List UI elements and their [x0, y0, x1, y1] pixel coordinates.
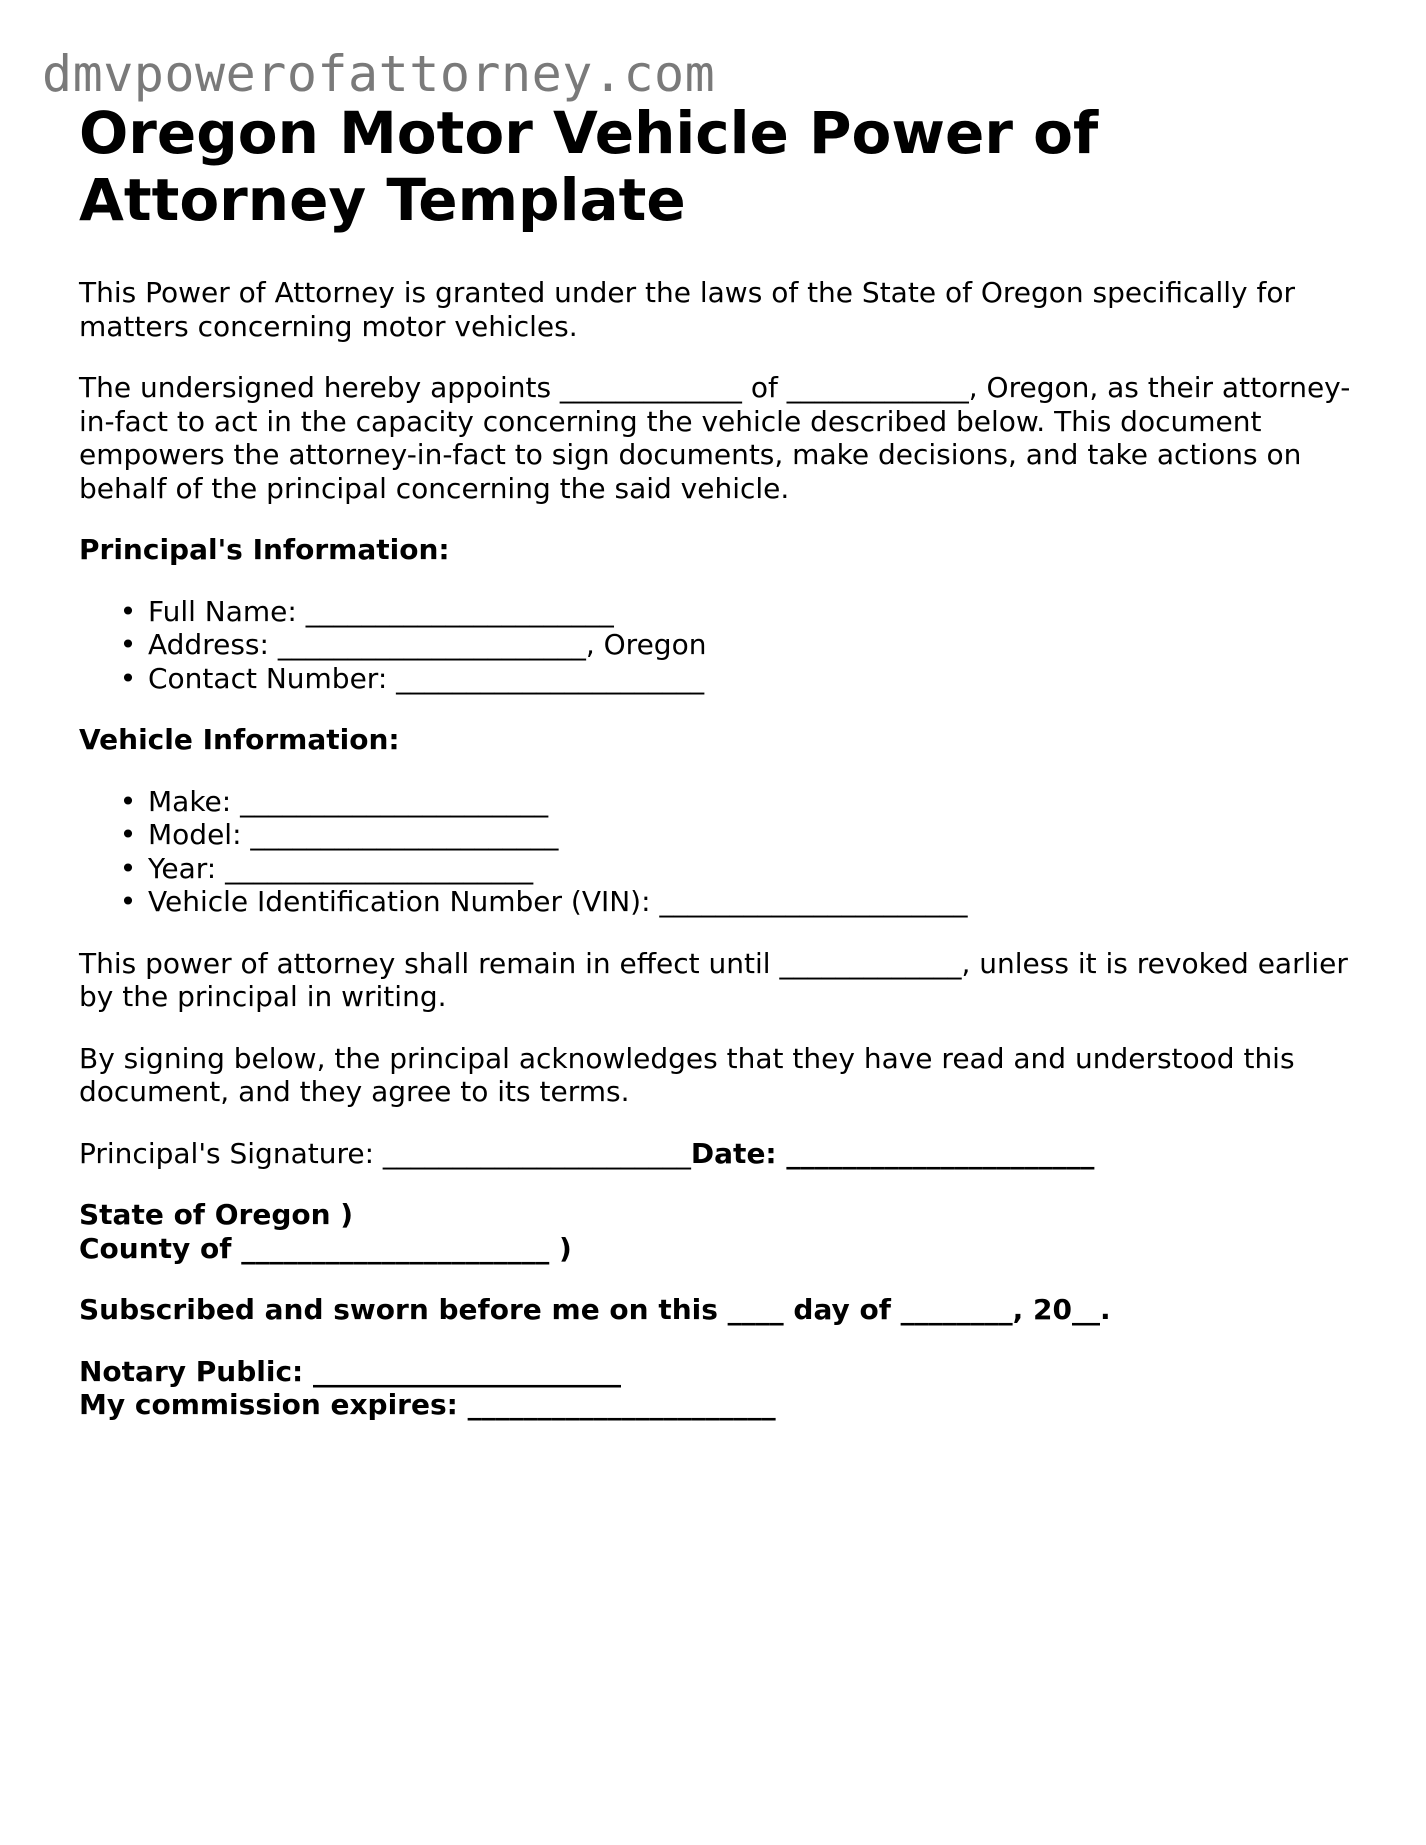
effect-paragraph: This power of attorney shall remain in effect until _____________, unless it is revoked earlier by the principal in writing. [79, 946, 1348, 1013]
principal-full-name-field: Full Name: ______________________ [148, 594, 614, 628]
notary-commission-field: My commission expires: ______________________ [79, 1388, 776, 1421]
sworn-statement: Subscribed and sworn before me on this ____ day of ________, 20__. [79, 1293, 1111, 1326]
intro-paragraph: This Power of Attorney is granted under the laws of the State of Oregon specifically for matters concerning motor vehicles. [79, 276, 1296, 343]
vehicle-info-heading: Vehicle Information: [79, 723, 400, 756]
vehicle-model-field: Model: ______________________ [148, 818, 559, 851]
list-item [119, 594, 1369, 629]
principal-signature-field: Principal's Signature: ______________________ [79, 1136, 691, 1170]
bullet-icon: • [119, 628, 137, 661]
list-item [119, 784, 1369, 819]
list-item [119, 851, 1369, 886]
document-title: Oregon Motor Vehicle Power of Attorney Template [79, 99, 1099, 234]
bullet-icon: • [119, 818, 137, 851]
bullet-icon: • [119, 885, 137, 918]
list-item [119, 628, 1369, 662]
vehicle-make-field: Make: ______________________ [148, 784, 549, 818]
venue-state: State of Oregon ) [79, 1198, 354, 1231]
principal-address-field: Address: ______________________, Oregon [148, 628, 707, 661]
site-watermark: dmvpowerofattorney.com [42, 45, 716, 103]
venue-block [79, 1198, 1369, 1265]
bullet-icon: • [119, 594, 137, 628]
vehicle-vin-field: Vehicle Identification Number (VIN): ______________________ [148, 885, 968, 918]
venue-county-field: County of ______________________ ) [79, 1231, 572, 1265]
signature-date-field: Date: ______________________ [690, 1136, 1095, 1170]
bullet-icon: • [119, 784, 137, 818]
principal-info-list [79, 595, 1369, 696]
principal-contact-field: Contact Number: ______________________ [148, 661, 705, 695]
acknowledgment-paragraph: By signing below, the principal acknowledges that they have read and understood this document, and they agree to its terms. [79, 1041, 1295, 1108]
vehicle-year-field: Year: ______________________ [148, 851, 534, 885]
principal-info-heading: Principal's Information: [79, 533, 450, 566]
notary-block [79, 1355, 1369, 1422]
notary-public-field: Notary Public: ______________________ [79, 1354, 621, 1388]
list-item [119, 661, 1369, 696]
list-item [119, 818, 1369, 852]
bullet-icon: • [119, 851, 137, 885]
appointment-paragraph: The undersigned hereby appoints _____________ of _____________, Oregon, as their attorney-in-fact to act in the capacity concerning the vehicle described below. This document empowers the attorney-in-fact to sign documents, make decisions, and take actions on behalf of the principal concerning the said vehicle. [79, 371, 1351, 505]
bullet-icon: • [119, 661, 137, 695]
vehicle-info-list [79, 785, 1369, 919]
list-item [119, 885, 1369, 919]
document-body [79, 100, 1369, 1422]
signature-line [79, 1137, 1369, 1171]
